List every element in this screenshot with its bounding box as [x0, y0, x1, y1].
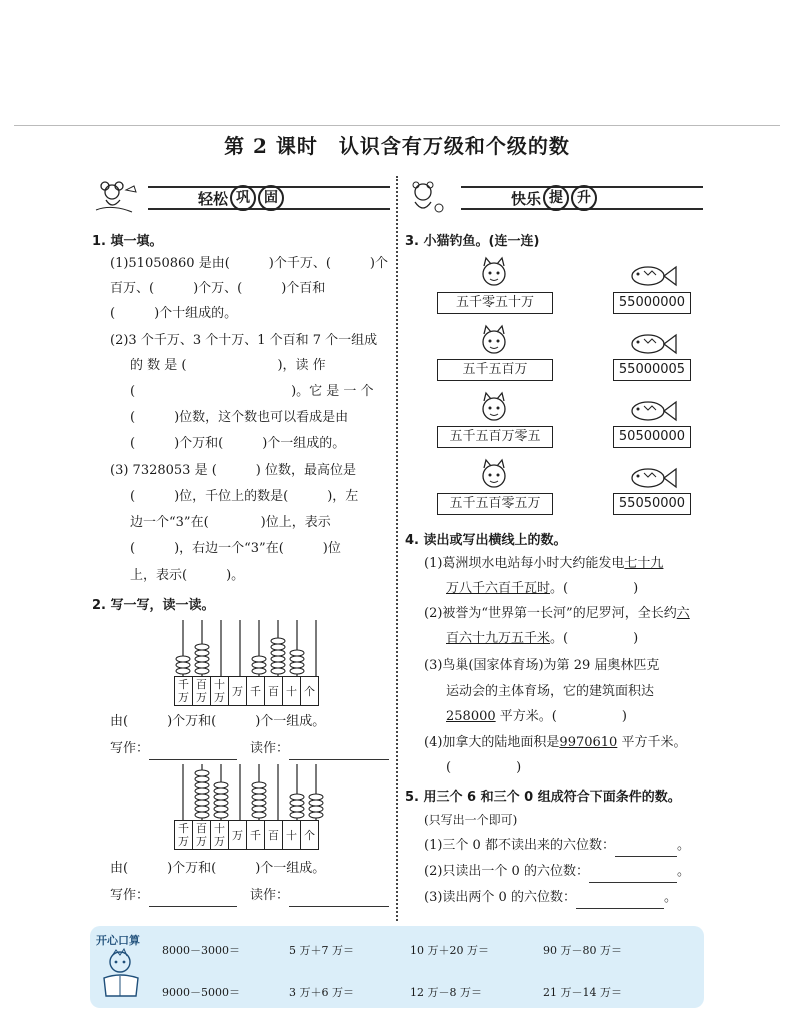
q4-text: (2)被誉为“世界第一长河”的尼罗河，全长约 — [424, 606, 677, 621]
math-item: 12 万－8 万＝ — [410, 986, 482, 999]
q1-line: ( )个十组成的。 — [110, 306, 238, 321]
top-rule — [14, 125, 780, 126]
q5-item: (3)读出两个 0 的六位数： 。 — [424, 888, 677, 909]
place-label: 千万 — [175, 821, 193, 849]
write-label: 写作： — [110, 888, 150, 903]
banner-char-1: 提 — [543, 185, 569, 211]
q2-line-b: 由( )个万和( )个一组成。 — [110, 861, 326, 876]
cat-icon — [476, 391, 512, 429]
write-blank[interactable] — [149, 739, 237, 760]
banner-label: 轻松 — [198, 189, 229, 208]
fish-box[interactable]: 55050000 — [613, 493, 691, 515]
q1-line: 上，表示( )。 — [130, 568, 245, 583]
q2-line-a: 由( )个万和( )个一组成。 — [110, 714, 326, 729]
q4-answer-blank[interactable]: ( ) — [446, 760, 522, 775]
q5-text: (1)三个 0 都不读出来的六位数： — [424, 838, 615, 853]
q5-blank[interactable] — [589, 862, 677, 883]
q4-underlined: 258000 — [446, 709, 496, 724]
fish-icon — [628, 330, 678, 362]
mental-math-panel — [90, 926, 704, 1008]
abacus-1-place-labels — [174, 676, 319, 706]
q5-blank[interactable] — [615, 836, 677, 857]
q4-item-2 — [424, 604, 690, 624]
q2-write — [110, 886, 237, 907]
q4-item-3: (3)鸟巢(国家体育场)为第 29 届奥林匹克 — [424, 658, 660, 673]
q4-heading: 4. 读出或写出横线上的数。 — [405, 533, 567, 548]
banner-label: 快乐 — [511, 189, 542, 208]
place-label: 千 — [247, 821, 265, 849]
math-item: 90 万－80 万＝ — [543, 944, 622, 957]
q5-text: (3)读出两个 0 的六位数： — [424, 890, 576, 905]
place-label: 十万 — [211, 677, 229, 705]
math-item: 3 万＋6 万＝ — [289, 986, 354, 999]
cat-box[interactable]: 五千五百万 — [437, 359, 553, 381]
q1-line: 百万、( )个万、( )个百和 — [110, 281, 326, 296]
q1-line: ( )位，千位上的数是( )，左 — [130, 489, 359, 504]
q4-item-1b — [446, 579, 638, 599]
place-label: 十 — [283, 821, 301, 849]
fish-icon — [628, 397, 678, 429]
q1-line: (3) 7328053 是 ( ) 位数，最高位是 — [110, 463, 356, 478]
q1-line: ( )个万和( )个一组成的。 — [130, 436, 346, 451]
q1-line: 边一个“3”在( )位上，表示 — [130, 515, 331, 530]
place-label: 百万 — [193, 677, 211, 705]
read-blank[interactable] — [289, 886, 389, 907]
place-label: 百 — [265, 677, 283, 705]
mouse-mascot-icon — [92, 180, 148, 216]
q1-heading: 1. 填一填。 — [92, 234, 163, 249]
place-label: 百万 — [193, 821, 211, 849]
fish-icon — [628, 464, 678, 496]
math-item: 8000－3000＝ — [162, 944, 240, 957]
q1-line: (2)3 个千万、3 个十万、1 个百和 7 个一组成 — [110, 333, 378, 348]
mental-math-label: 开心口算 — [96, 934, 140, 947]
cat-box[interactable]: 五千五百零五万 — [437, 493, 553, 515]
q1-line: ( )。它 是 一 个 — [130, 384, 374, 399]
q5-item: (1)三个 0 都不读出来的六位数： 。 — [424, 836, 690, 857]
q4-underlined: 9970610 — [559, 735, 618, 750]
read-label: 读作： — [250, 741, 290, 756]
abacus-2-place-labels — [174, 820, 319, 850]
q1-line: ( )位数，这个数也可以看成是由 — [130, 410, 349, 425]
q2-heading: 2. 写一写，读一读。 — [92, 598, 215, 613]
q4-answer-blank[interactable]: 。( ) — [550, 631, 639, 646]
abacus-2-rods — [174, 762, 324, 820]
place-label: 百 — [265, 821, 283, 849]
place-label: 千 — [247, 677, 265, 705]
q4-underlined: 六 — [676, 606, 690, 621]
page-title: 第 2 课时 认识含有万级和个级的数 — [224, 134, 570, 158]
fish-box[interactable]: 55000005 — [613, 359, 691, 381]
q1-line: ( )，右边一个“3”在( )位 — [130, 541, 341, 556]
q2-read — [250, 739, 389, 760]
cat-icon — [476, 324, 512, 362]
q5-note: (只写出一个即可) — [424, 813, 518, 827]
cat-icon — [476, 458, 512, 496]
read-label: 读作： — [250, 888, 290, 903]
fish-box[interactable]: 55000000 — [613, 292, 691, 314]
place-label: 万 — [229, 677, 247, 705]
q4-answer-blank[interactable]: 平方米。( ) — [495, 709, 627, 724]
right-section-banner — [405, 180, 703, 216]
banner-char-2: 升 — [571, 185, 597, 211]
bear-mascot-icon — [405, 180, 461, 216]
cat-icon — [476, 256, 512, 294]
q4-underlined: 七十九 — [624, 556, 664, 571]
fish-icon — [628, 262, 678, 294]
cat-box[interactable]: 五千五百万零五 — [437, 426, 553, 448]
place-label: 万 — [229, 821, 247, 849]
write-blank[interactable] — [149, 886, 237, 907]
write-label: 写作： — [110, 741, 150, 756]
q2-write — [110, 739, 237, 760]
child-reading-icon — [98, 948, 146, 1008]
q5-item: (2)只读出一个 0 的六位数： 。 — [424, 862, 690, 883]
column-divider — [396, 176, 398, 921]
math-item: 10 万＋20 万＝ — [410, 944, 489, 957]
place-label: 十万 — [211, 821, 229, 849]
banner-char-1: 巩 — [230, 185, 256, 211]
q4-item-3c — [446, 707, 627, 727]
q3-heading: 3. 小猫钓鱼。(连一连) — [405, 234, 540, 249]
q4-text: (4)加拿大的陆地面积是 — [424, 735, 560, 750]
q5-blank[interactable] — [576, 888, 664, 909]
q4-item-2b — [446, 629, 638, 649]
q4-underlined: 万八千六百千瓦时 — [446, 581, 551, 596]
banner-char-2: 固 — [258, 185, 284, 211]
q4-text: (1)葛洲坝水电站每小时大约能发电 — [424, 556, 625, 571]
q2-read — [250, 886, 389, 907]
abacus-1-rods — [174, 618, 324, 676]
q5-heading: 5. 用三个 6 和三个 0 组成符合下面条件的数。 — [405, 790, 681, 805]
math-item: 5 万＋7 万＝ — [289, 944, 354, 957]
math-item: 9000－5000＝ — [162, 986, 240, 999]
q5-text: (2)只读出一个 0 的六位数： — [424, 864, 589, 879]
read-blank[interactable] — [289, 739, 389, 760]
place-label: 个 — [304, 828, 315, 842]
q4-item-1 — [424, 554, 663, 574]
fish-box[interactable]: 50500000 — [613, 426, 691, 448]
place-label: 千万 — [175, 677, 193, 705]
q4-underlined: 百六十九万五千米 — [446, 631, 551, 646]
place-label: 十 — [283, 677, 301, 705]
q1-line: (1)51050860 是由( )个千万、( )个 — [110, 256, 389, 271]
q4-item-4 — [424, 733, 686, 753]
place-label: 个 — [304, 684, 315, 698]
q1-line: 的 数 是 ( )，读 作 — [130, 358, 326, 373]
q4-item-3b: 运动会的主体育场，它的建筑面积达 — [446, 684, 655, 699]
math-item: 21 万－14 万＝ — [543, 986, 622, 999]
left-section-banner — [92, 180, 390, 216]
cat-box[interactable]: 五千零五十万 — [437, 292, 553, 314]
q4-answer-blank[interactable]: 。( ) — [550, 581, 639, 596]
q4-text: 平方千米。 — [617, 735, 687, 750]
